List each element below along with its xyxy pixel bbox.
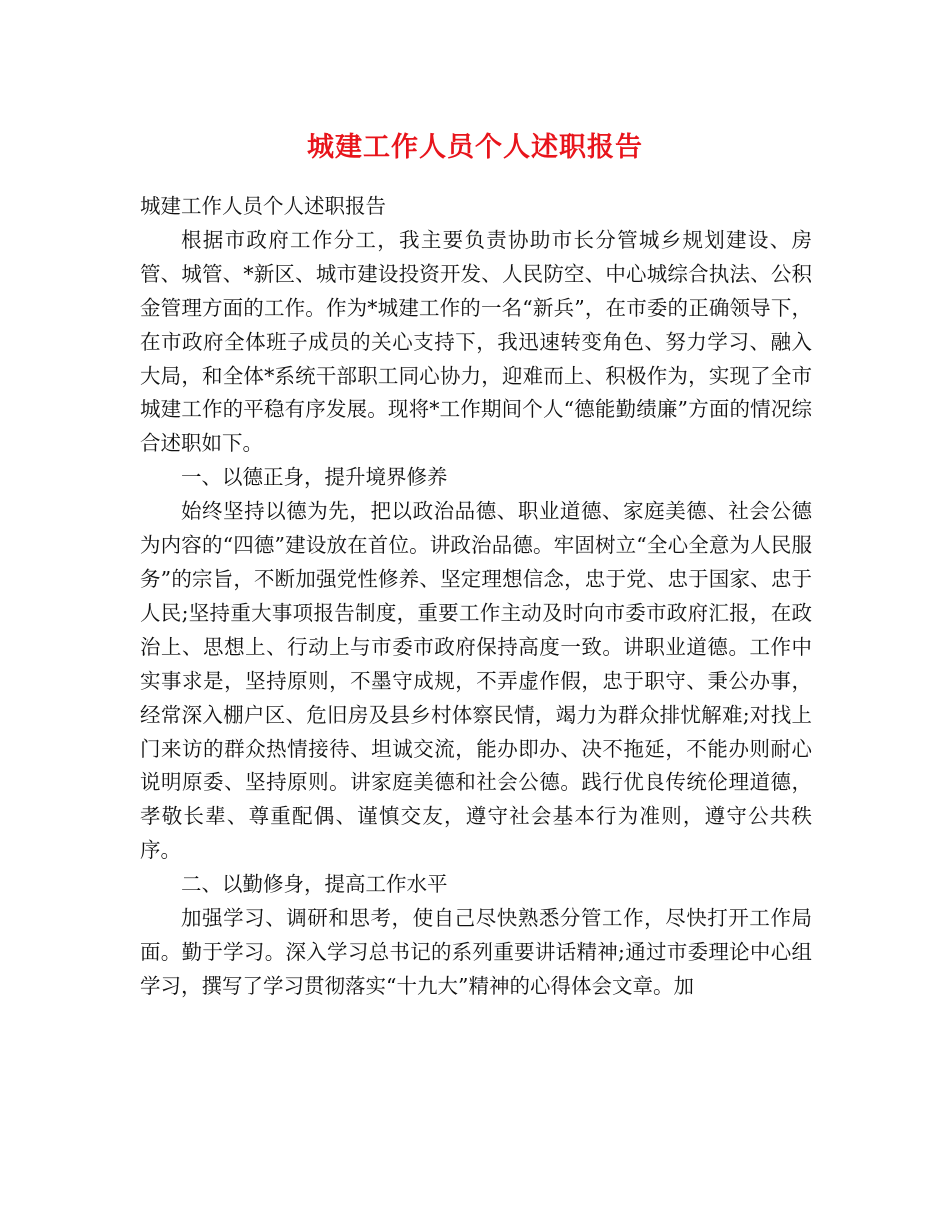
- body-heading: 城建工作人员个人述职报告: [140, 194, 386, 218]
- document-title: 城建工作人员个人述职报告: [307, 132, 643, 163]
- section-heading-1: 一、以德正身，提升境界修养: [181, 465, 448, 490]
- paragraph-intro: 根据市政府工作分工，我主要负责协助市长分管城乡规划建设、房管、城管、*新区、城市建设投资开发、人民防空、中心城综合执法、公积金管理方面的工作。作为*城建工作的一名“新兵”，在市委的正确领导下，在市政府全体班子成员的关心支持下，我迅速转变角色、努力学习、融入大局，和全体*系统干部职工同心协力，迎难而上、积极作为，实现了全市城建工作的平稳有序发展。现将*工作期间个人“德能勤绩廉”方面的情况综合述职如下。: [140, 227, 812, 456]
- document-body: [140, 190, 812, 1004]
- paragraph-section-1: 始终坚持以德为先，把以政治品德、职业道德、家庭美德、社会公德为内容的“四德”建设放在首位。讲政治品德。牢固树立“全心全意为人民服务”的宗旨，不断加强党性修养、坚定理想信念，忠于党、忠于国家、忠于人民;坚持重大事项报告制度，重要工作主动及时向市委市政府汇报，在政治上、思想上、行动上与市委市政府保持高度一致。讲职业道德。工作中实事求是，坚持原则，不墨守成规，不弄虚作假，忠于职守、秉公办事，经常深入棚户区、危旧房及县乡村体察民情，竭力为群众排忧解难;对找上门来访的群众热情接待、坦诚交流，能办即办、决不拖延，不能办则耐心说明原委、坚持原则。讲家庭美德和社会公德。践行优良传统伦理道德，孝敬长辈、尊重配偶、谨慎交友，遵守社会基本行为准则，遵守公共秩序。: [140, 499, 812, 863]
- paragraph-section-2: 加强学习、调研和思考，使自己尽快熟悉分管工作，尽快打开工作局面。勤于学习。深入学习总书记的系列重要讲话精神;通过市委理论中心组学习，撰写了学习贯彻落实“十九大”精神的心得体会文章。加: [140, 906, 812, 998]
- section-heading-2: 二、以勤修身，提高工作水平: [181, 872, 448, 897]
